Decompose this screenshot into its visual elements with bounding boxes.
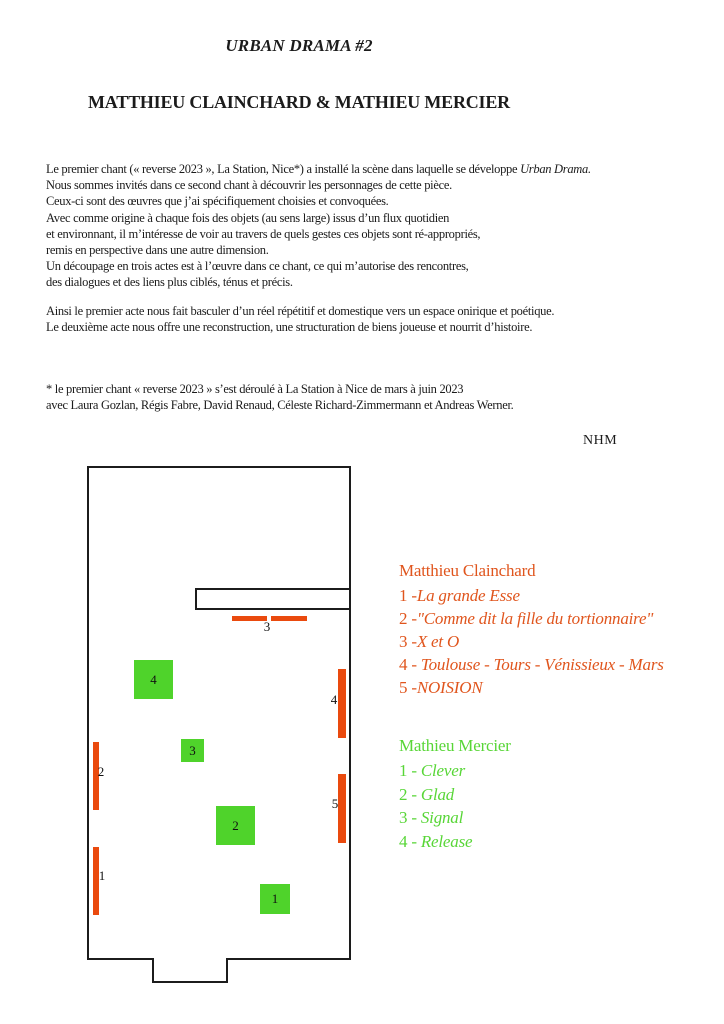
legend-item [399,783,472,807]
legend-item-number: 3 - [399,632,417,651]
floor-plan-entrance-notch [152,958,228,983]
intro-line: Avec comme origine à chaque fois des objets (au sens large) issus d’un flux quotidien [46,210,450,225]
legend-item-title: "Comme dit la fille du tortionnaire" [416,609,654,628]
legend-item [399,830,472,854]
legend-item [399,607,664,630]
legend-item-number: 3 - [399,808,421,827]
page-subtitle-artists: MATTHIEU CLAINCHARD & MATHIEU MERCIER [88,92,510,112]
intro-paragraph-1 [46,161,591,291]
plan-green-label-1: 1 [271,891,279,906]
legend-item-title: X et O [416,632,460,651]
plan-green-work-4-square [134,660,173,699]
footnote-line: * le premier chant « reverse 2023 » s’est déroulé à La Station à Nice de mars à juin 2023 [46,382,464,396]
legend-mercier-heading: Mathieu Mercier [399,736,511,755]
floor-plan-outline [87,466,351,960]
legend-item-number: 2 - [399,609,417,628]
intro-line [46,161,591,177]
intro-line-text: Le premier chant (« reverse 2023 », La Station, Nice*) a installé la scène dans laquelle se développe [46,162,521,176]
legend-item-title: Clever [420,761,465,780]
legend-mercier-items [399,759,472,853]
intro-line: des dialogues et des liens plus ciblés, ténus et précis. [46,275,293,290]
plan-orange-label-3: 3 [263,619,271,634]
plan-green-work-3-square [181,739,204,762]
plan-orange-work-3-bar-right [271,616,307,621]
page-title: URBAN DRAMA #2 [225,36,373,55]
signature-initials: NHM [583,433,618,448]
plan-green-label-3: 3 [189,742,196,758]
work-title-inline: Urban Drama. [520,162,591,176]
legend-item-number: 1 - [399,586,417,605]
plan-green-work-1-square [260,884,290,914]
footnote-line: avec Laura Gozlan, Régis Fabre, David Renaud, Céleste Richard-Zimmermann et Andreas Werner. [46,398,514,413]
intro-line: Un découpage en trois actes est à l’œuvre dans ce chant, ce qui m’autorise des rencontres, [46,259,469,274]
intro-line: Ceux-ci sont des œuvres que j’ai spécifiquement choisies et convoquées. [46,194,389,209]
legend-clainchard-heading: Matthieu Clainchard [399,561,536,580]
legend-clainchard-items [399,584,664,699]
legend-item [399,630,664,653]
intro-line: et environnant, il m’intéresse de voir au travers de quels gestes ces objets sont ré-appropriés, [46,226,481,241]
plan-orange-label-5: 5 [331,796,339,811]
plan-orange-label-2: 2 [97,764,105,779]
intro-line: Le deuxième acte nous offre une reconstruction, une structuration de biens joueuse et nourrit d’histoire. [46,320,533,335]
plan-orange-label-4: 4 [330,692,338,707]
legend-item [399,806,472,830]
intro-line: remis en perspective dans une autre dimension. [46,243,269,258]
intro-paragraph-2 [46,303,554,335]
legend-item-number: 2 - [399,784,421,804]
legend-item-title: Signal [420,808,464,827]
plan-green-label-4: 4 [150,671,157,687]
legend-item-title: Toulouse - Tours - Vénissieux - Mars [420,655,664,674]
legend-item-title: Release [420,831,473,851]
plan-orange-label-1: 1 [98,868,106,883]
intro-line: Ainsi le premier acte nous fait basculer d’un réel répétitif et domestique vers un espace onirique et poétique. [46,304,555,318]
intro-line: Nous sommes invités dans ce second chant à découvrir les personnages de cette pièce. [46,178,452,193]
legend-item-number: 1 - [399,761,421,780]
floor-plan-inner-wall [195,588,351,610]
legend-item-number: 4 - [399,655,421,674]
legend-item-title: Glad [420,784,455,804]
legend-item-number: 5 - [399,678,417,697]
legend-item [399,759,472,783]
legend-item-number: 4 - [399,831,421,851]
legend-item [399,676,664,699]
legend-item-title: La grande Esse [416,586,520,605]
legend-item-title: NOISION [416,678,483,697]
legend-item [399,584,664,607]
plan-green-label-2: 2 [232,817,239,833]
legend-item [399,653,664,676]
footnote [46,381,513,413]
plan-green-work-2-square [216,806,255,845]
